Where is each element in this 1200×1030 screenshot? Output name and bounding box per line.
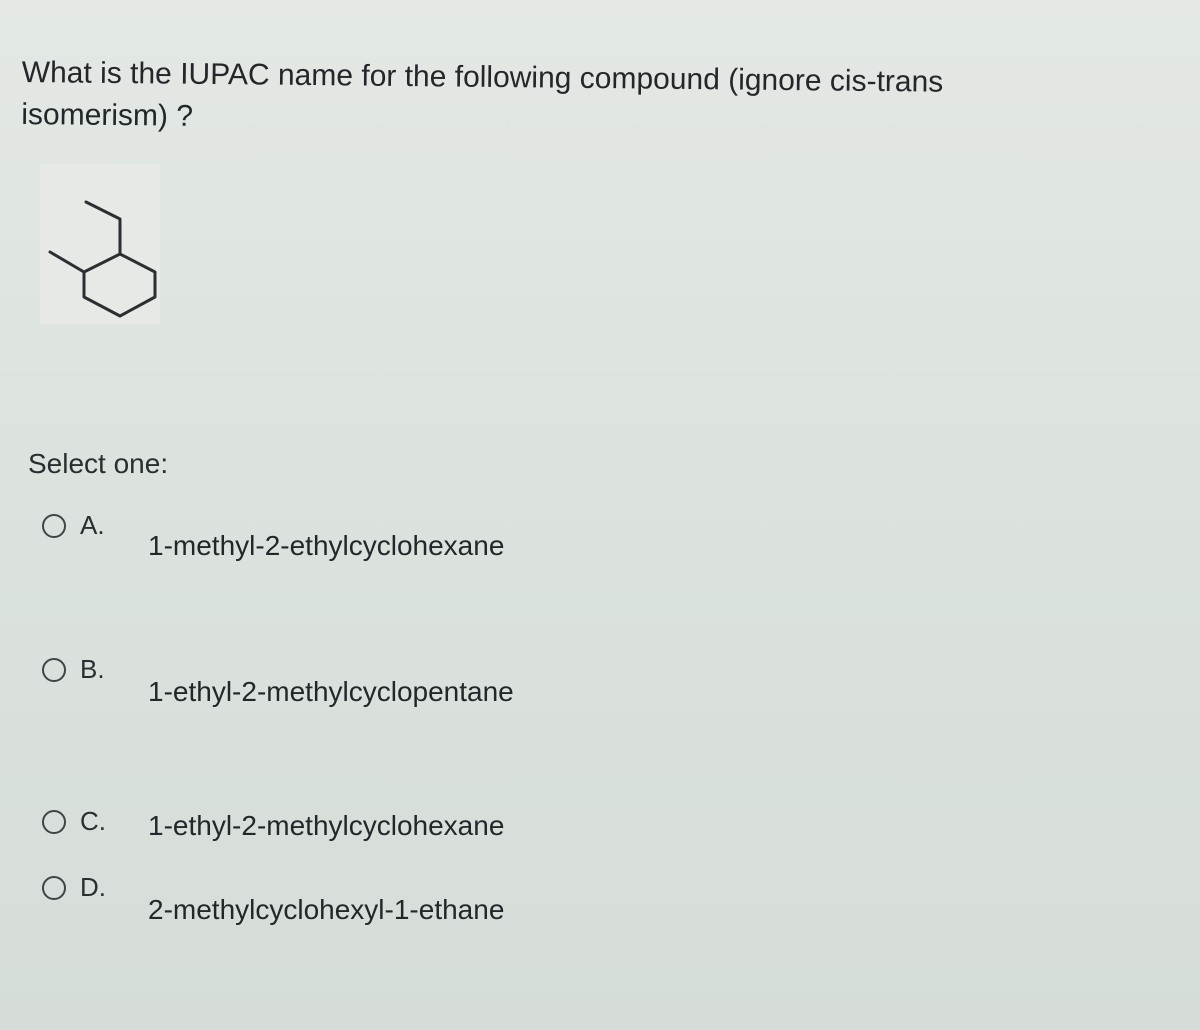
skeletal-formula-icon [40,164,160,324]
option-a-letter: A. [80,510,105,540]
radio-c[interactable] [42,810,66,834]
option-b-text[interactable]: 1-ethyl-2-methylcyclopentane [148,676,514,707]
radio-d[interactable] [42,876,66,900]
radio-b[interactable] [42,658,66,682]
option-b-letter: B. [80,654,105,684]
option-c-letter: C. [80,806,106,836]
option-d-letter: D. [80,872,106,902]
select-one-label: Select one: [28,448,169,479]
compound-structure-image [40,164,160,324]
option-c-text[interactable]: 1-ethyl-2-methylcyclohexane [148,810,505,841]
radio-a[interactable] [42,514,66,538]
option-d-text[interactable]: 2-methylcyclohexyl-1-ethane [148,894,505,925]
option-a-text[interactable]: 1-methyl-2-ethylcyclohexane [148,530,505,561]
question-text: What is the IUPAC name for the following compound (ignore cis-trans isomerism) ? [21,55,944,133]
